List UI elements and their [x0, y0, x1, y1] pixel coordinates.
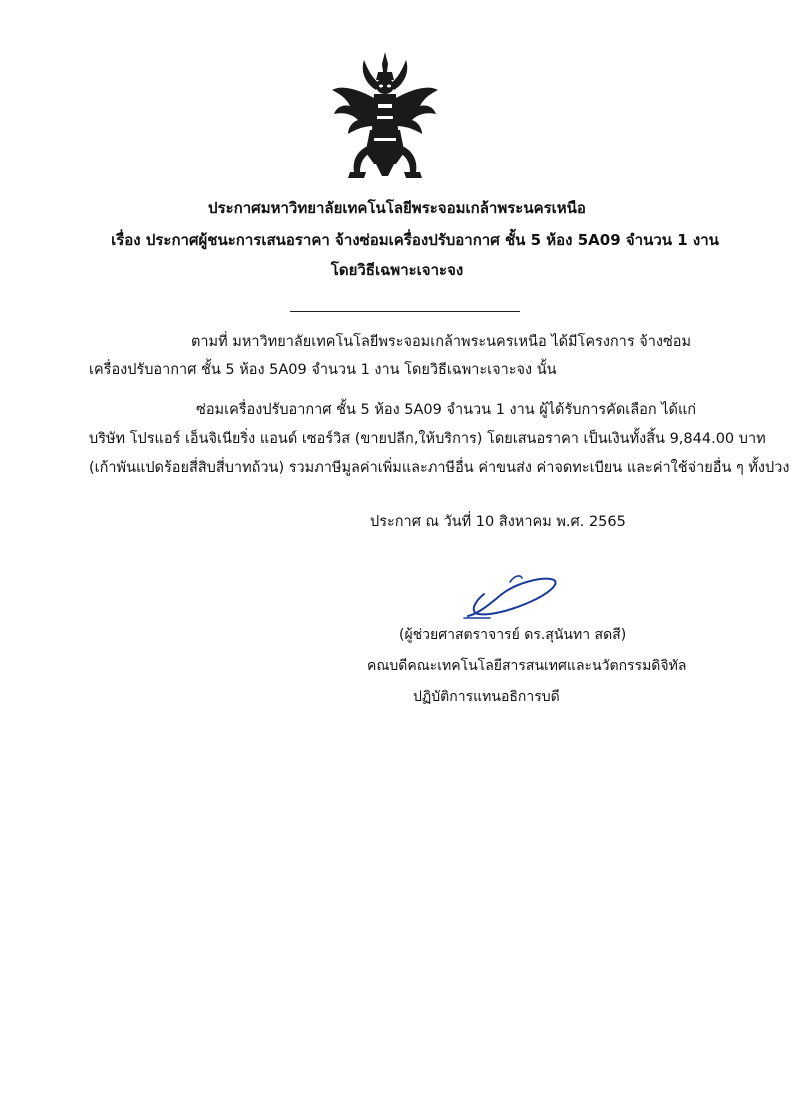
signatory-acting-role: ปฏิบัติการแทนอธิการบดี [413, 689, 560, 705]
garuda-emblem-icon [330, 50, 440, 180]
paragraph-1-line-1: ตามที่ มหาวิทยาลัยเทคโนโลยีพระจอมเกล้าพระนครเหนือ ได้มีโครงการ จ้างซ่อม [191, 334, 692, 350]
paragraph-1-line-2: เครื่องปรับอากาศ ชั้น 5 ห้อง 5A09 จำนวน 1 งาน โดยวิธีเฉพาะเจาะจง นั้น [89, 362, 557, 378]
handwritten-signature [460, 572, 560, 624]
paragraph-2-line-2: บริษัท โปรแอร์ เอ็นจิเนียริ่ง แอนด์ เซอร์วิส (ขายปลีก,ให้บริการ) โดยเสนอราคา เป็นเงินทั้งสิ้น 9,844.00 บาท [89, 431, 766, 447]
paragraph-2-line-1: ซ่อมเครื่องปรับอากาศ ชั้น 5 ห้อง 5A09 จำนวน 1 งาน ผู้ได้รับการคัดเลือก ได้แก่ [196, 402, 697, 418]
signatory-position: คณบดีคณะเทคโนโลยีสารสนเทศและนวัตกรรมดิจิทัล [367, 658, 687, 674]
document-method: โดยวิธีเฉพาะเจาะจง [330, 261, 464, 279]
announcement-date: ประกาศ ณ วันที่ 10 สิงหาคม พ.ศ. 2565 [370, 514, 626, 530]
document-issuer: ประกาศมหาวิทยาลัยเทคโนโลยีพระจอมเกล้าพระนครเหนือ [208, 199, 586, 217]
signatory-name: (ผู้ช่วยศาสตราจารย์ ดร.สุนันทา สดสี) [399, 627, 627, 643]
document-subject: เรื่อง ประกาศผู้ชนะการเสนอราคา จ้างซ่อมเครื่องปรับอากาศ ชั้น 5 ห้อง 5A09 จำนวน 1 งาน [111, 231, 719, 249]
paragraph-2-line-3: (เก้าพันแปดร้อยสี่สิบสี่บาทถ้วน) รวมภาษีมูลค่าเพิ่มและภาษีอื่น ค่าขนส่ง ค่าจดทะเบียน และค่าใช้จ่ายอื่น ๆ ทั้งปวง [89, 460, 790, 476]
header-divider [290, 311, 520, 312]
